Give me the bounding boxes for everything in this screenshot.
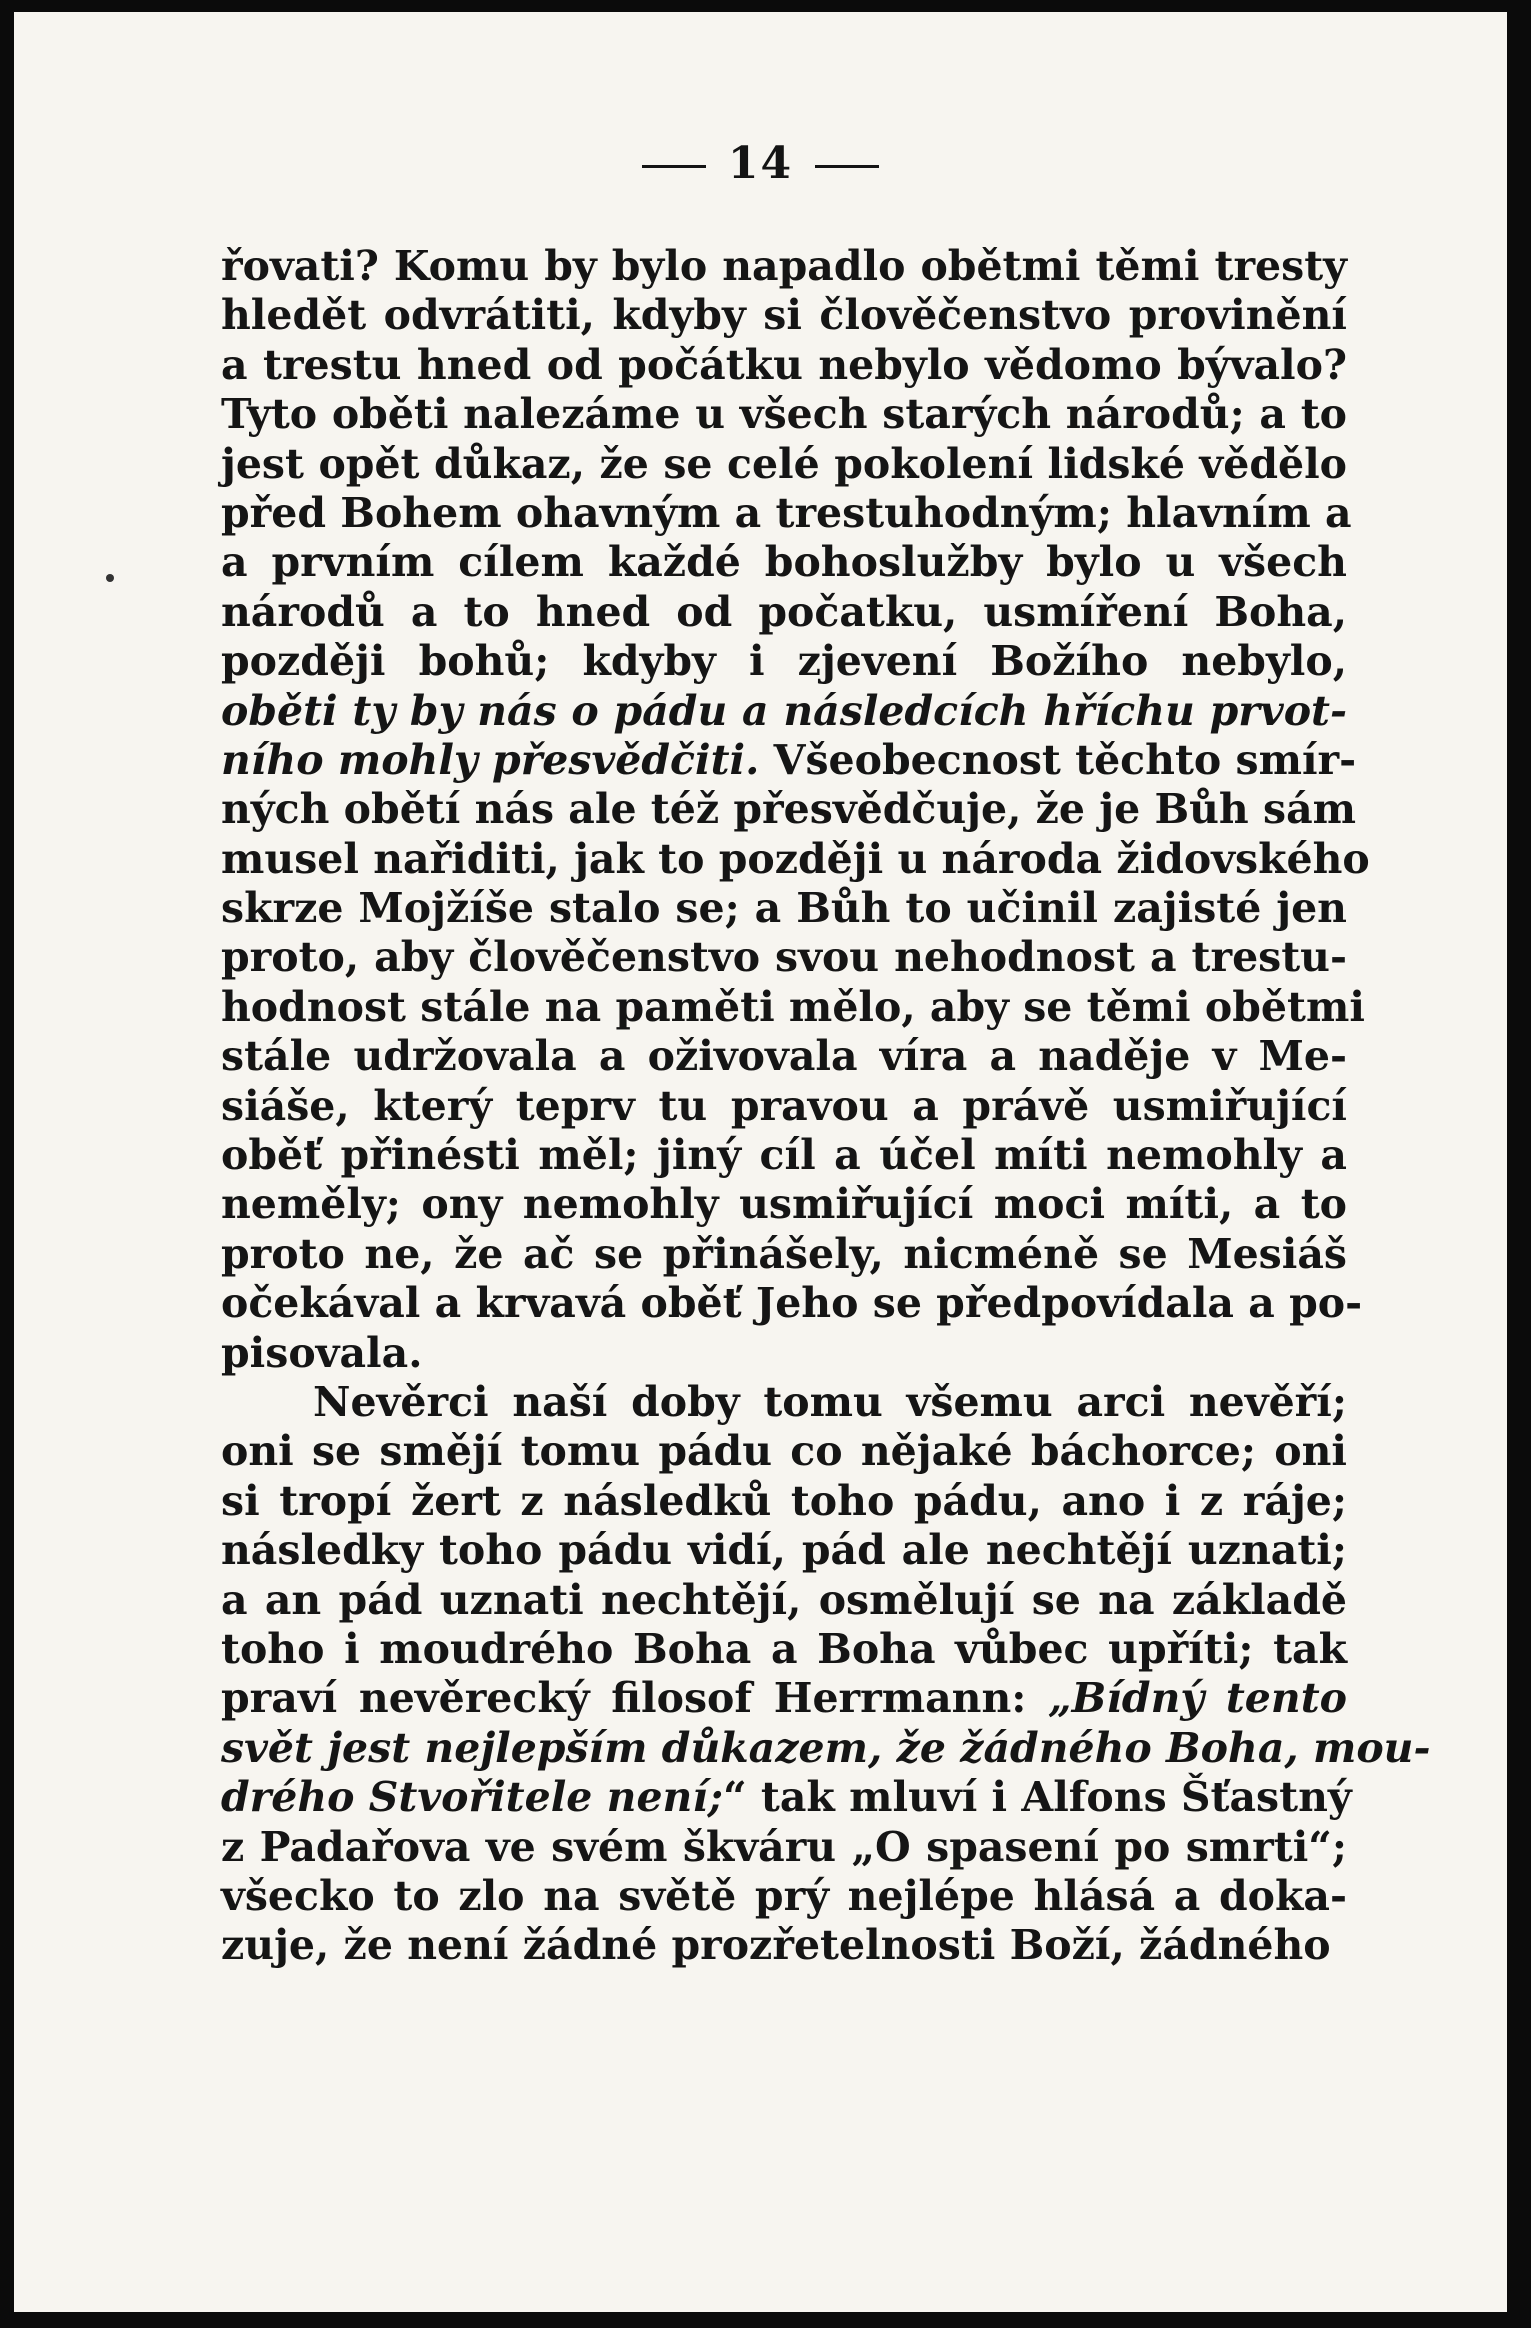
text-line [221, 242, 1347, 291]
text-line [221, 1427, 1347, 1476]
text-line [221, 1625, 1347, 1674]
text-line [221, 341, 1347, 390]
text-segment: a prvním cílem každé bohoslužby bylo u všech [221, 538, 1347, 587]
text-segment: očekával a krvavá oběť Jeho se předpovídala a po- [221, 1279, 1363, 1328]
text-line [221, 1723, 1431, 1773]
text-segment: proto, aby člověčenstvo svou nehodnost a trestu- [221, 933, 1347, 982]
right-dash [815, 165, 879, 168]
text-segment: stále udržovala a oživovala víra a naděje v Me- [221, 1032, 1347, 1081]
text-segment: ných obětí nás ale též přesvědčuje, že je Bůh sám [221, 785, 1357, 834]
text-line [221, 488, 1352, 538]
text-segment: hodnost stále na paměti mělo, aby se těmi obětmi [221, 982, 1365, 1031]
text-line [221, 1576, 1347, 1625]
text-segment: Tyto oběti nalezáme u všech starých národů; a to [221, 390, 1347, 439]
text-line [221, 1230, 1347, 1279]
text-segment: oběť přinésti měl; jiný cíl a účel míti nemohly a [221, 1131, 1347, 1180]
text-segment: Všeobecnost těchto smír- [759, 735, 1357, 784]
text-segment: praví nevěrecký filosof Herrmann: [221, 1674, 1049, 1723]
text-line [221, 1131, 1347, 1180]
text-segment: toho i moudrého Boha a Boha vůbec upříti; tak [221, 1624, 1347, 1673]
text-segment: pisovala. [221, 1328, 423, 1377]
text-line [221, 687, 1347, 736]
text-segment: si tropí žert z následků toho pádu, ano i z ráje; [221, 1476, 1347, 1525]
text-line [221, 1477, 1347, 1526]
text-line [221, 785, 1357, 834]
text-segment: před Bohem ohavným a trestuhodným; hlavním a [221, 488, 1352, 537]
text-segment: neměly; ony nemohly usmiřující moci míti, a to [221, 1180, 1347, 1229]
text-segment: “ tak mluví i Alfons Šťastný [723, 1773, 1352, 1822]
text-line [221, 982, 1365, 1032]
text-segment: zuje, že není žádné prozřetelnosti Boží, žádného [221, 1921, 1331, 1970]
text-line [221, 390, 1347, 439]
page-number-value: 14 [727, 138, 794, 189]
text-line [221, 538, 1347, 587]
text-line [221, 637, 1347, 686]
text-segment: siáše, který teprv tu pravou a právě usmiřující [221, 1081, 1347, 1130]
text-line [221, 1032, 1347, 1081]
text-segment: později bohů; kdyby i zjevení Božího nebylo, [221, 637, 1347, 686]
text-segment: a trestu hned od počátku nebylo vědomo bývalo? [221, 340, 1347, 389]
text-line [221, 735, 1357, 785]
text-line [221, 1921, 1347, 1970]
text-segment: řovati? Komu by bylo napadlo obětmi těmi tresty [221, 242, 1347, 290]
text-segment: proto ne, že ač se přinášely, nicméně se Mesiáš [221, 1229, 1347, 1278]
text-line [221, 588, 1347, 637]
text-line [221, 834, 1370, 884]
italic-text: oběti ty by nás o pádu a následcích hříchu prvot- [221, 686, 1347, 735]
italic-text: ního mohly přesvědčiti. [221, 735, 760, 784]
text-line [221, 1082, 1347, 1131]
text-segment: skrze Mojžíše stalo se; a Bůh to učinil zajisté jen [221, 884, 1347, 933]
italic-text: drého Stvořitele není; [221, 1773, 724, 1822]
italic-text: svět jest nejlepším důkazem, že žádného Boha, mou- [221, 1723, 1431, 1772]
text-line [221, 1674, 1347, 1723]
text-line [221, 440, 1347, 489]
text-segment: oni se smějí tomu pádu co nějaké báchorce; oni [221, 1427, 1347, 1476]
margin-ink-dot [106, 574, 114, 582]
text-line [221, 291, 1347, 340]
page-number [14, 138, 1507, 189]
text-line [221, 1180, 1347, 1229]
text-segment: musel nařiditi, jak to později u národa židovského [221, 834, 1370, 883]
text-line [221, 1872, 1347, 1921]
text-line [221, 1823, 1347, 1872]
text-segment: jest opět důkaz, že se celé pokolení lidské vědělo [221, 439, 1347, 488]
text-line [221, 884, 1347, 933]
text-segment: národů a to hned od počatku, usmíření Boha, [221, 587, 1347, 636]
text-line [221, 1526, 1347, 1575]
text-segment: všecko to zlo na světě prý nejlépe hlásá a doka- [221, 1871, 1347, 1920]
text-line [221, 1329, 1347, 1378]
text-segment: následky toho pádu vidí, pád ale nechtějí uznati; [221, 1526, 1347, 1575]
book-page [14, 12, 1507, 2312]
italic-text: „Bídný tento [1048, 1674, 1347, 1723]
body-text [221, 242, 1431, 1971]
text-line [221, 1279, 1363, 1328]
text-line [221, 1378, 1347, 1427]
text-line [221, 1773, 1352, 1822]
text-line [221, 933, 1347, 982]
text-segment: Nevěrci naší doby tomu všemu arci nevěří; [313, 1377, 1347, 1426]
left-dash [642, 165, 706, 168]
text-segment: a an pád uznati nechtějí, osmělují se na základě [221, 1575, 1347, 1624]
text-segment: z Padařova ve svém škváru „O spasení po smrti“; [221, 1822, 1347, 1871]
text-segment: hledět odvrátiti, kdyby si člověčenstvo provinění [221, 291, 1347, 340]
